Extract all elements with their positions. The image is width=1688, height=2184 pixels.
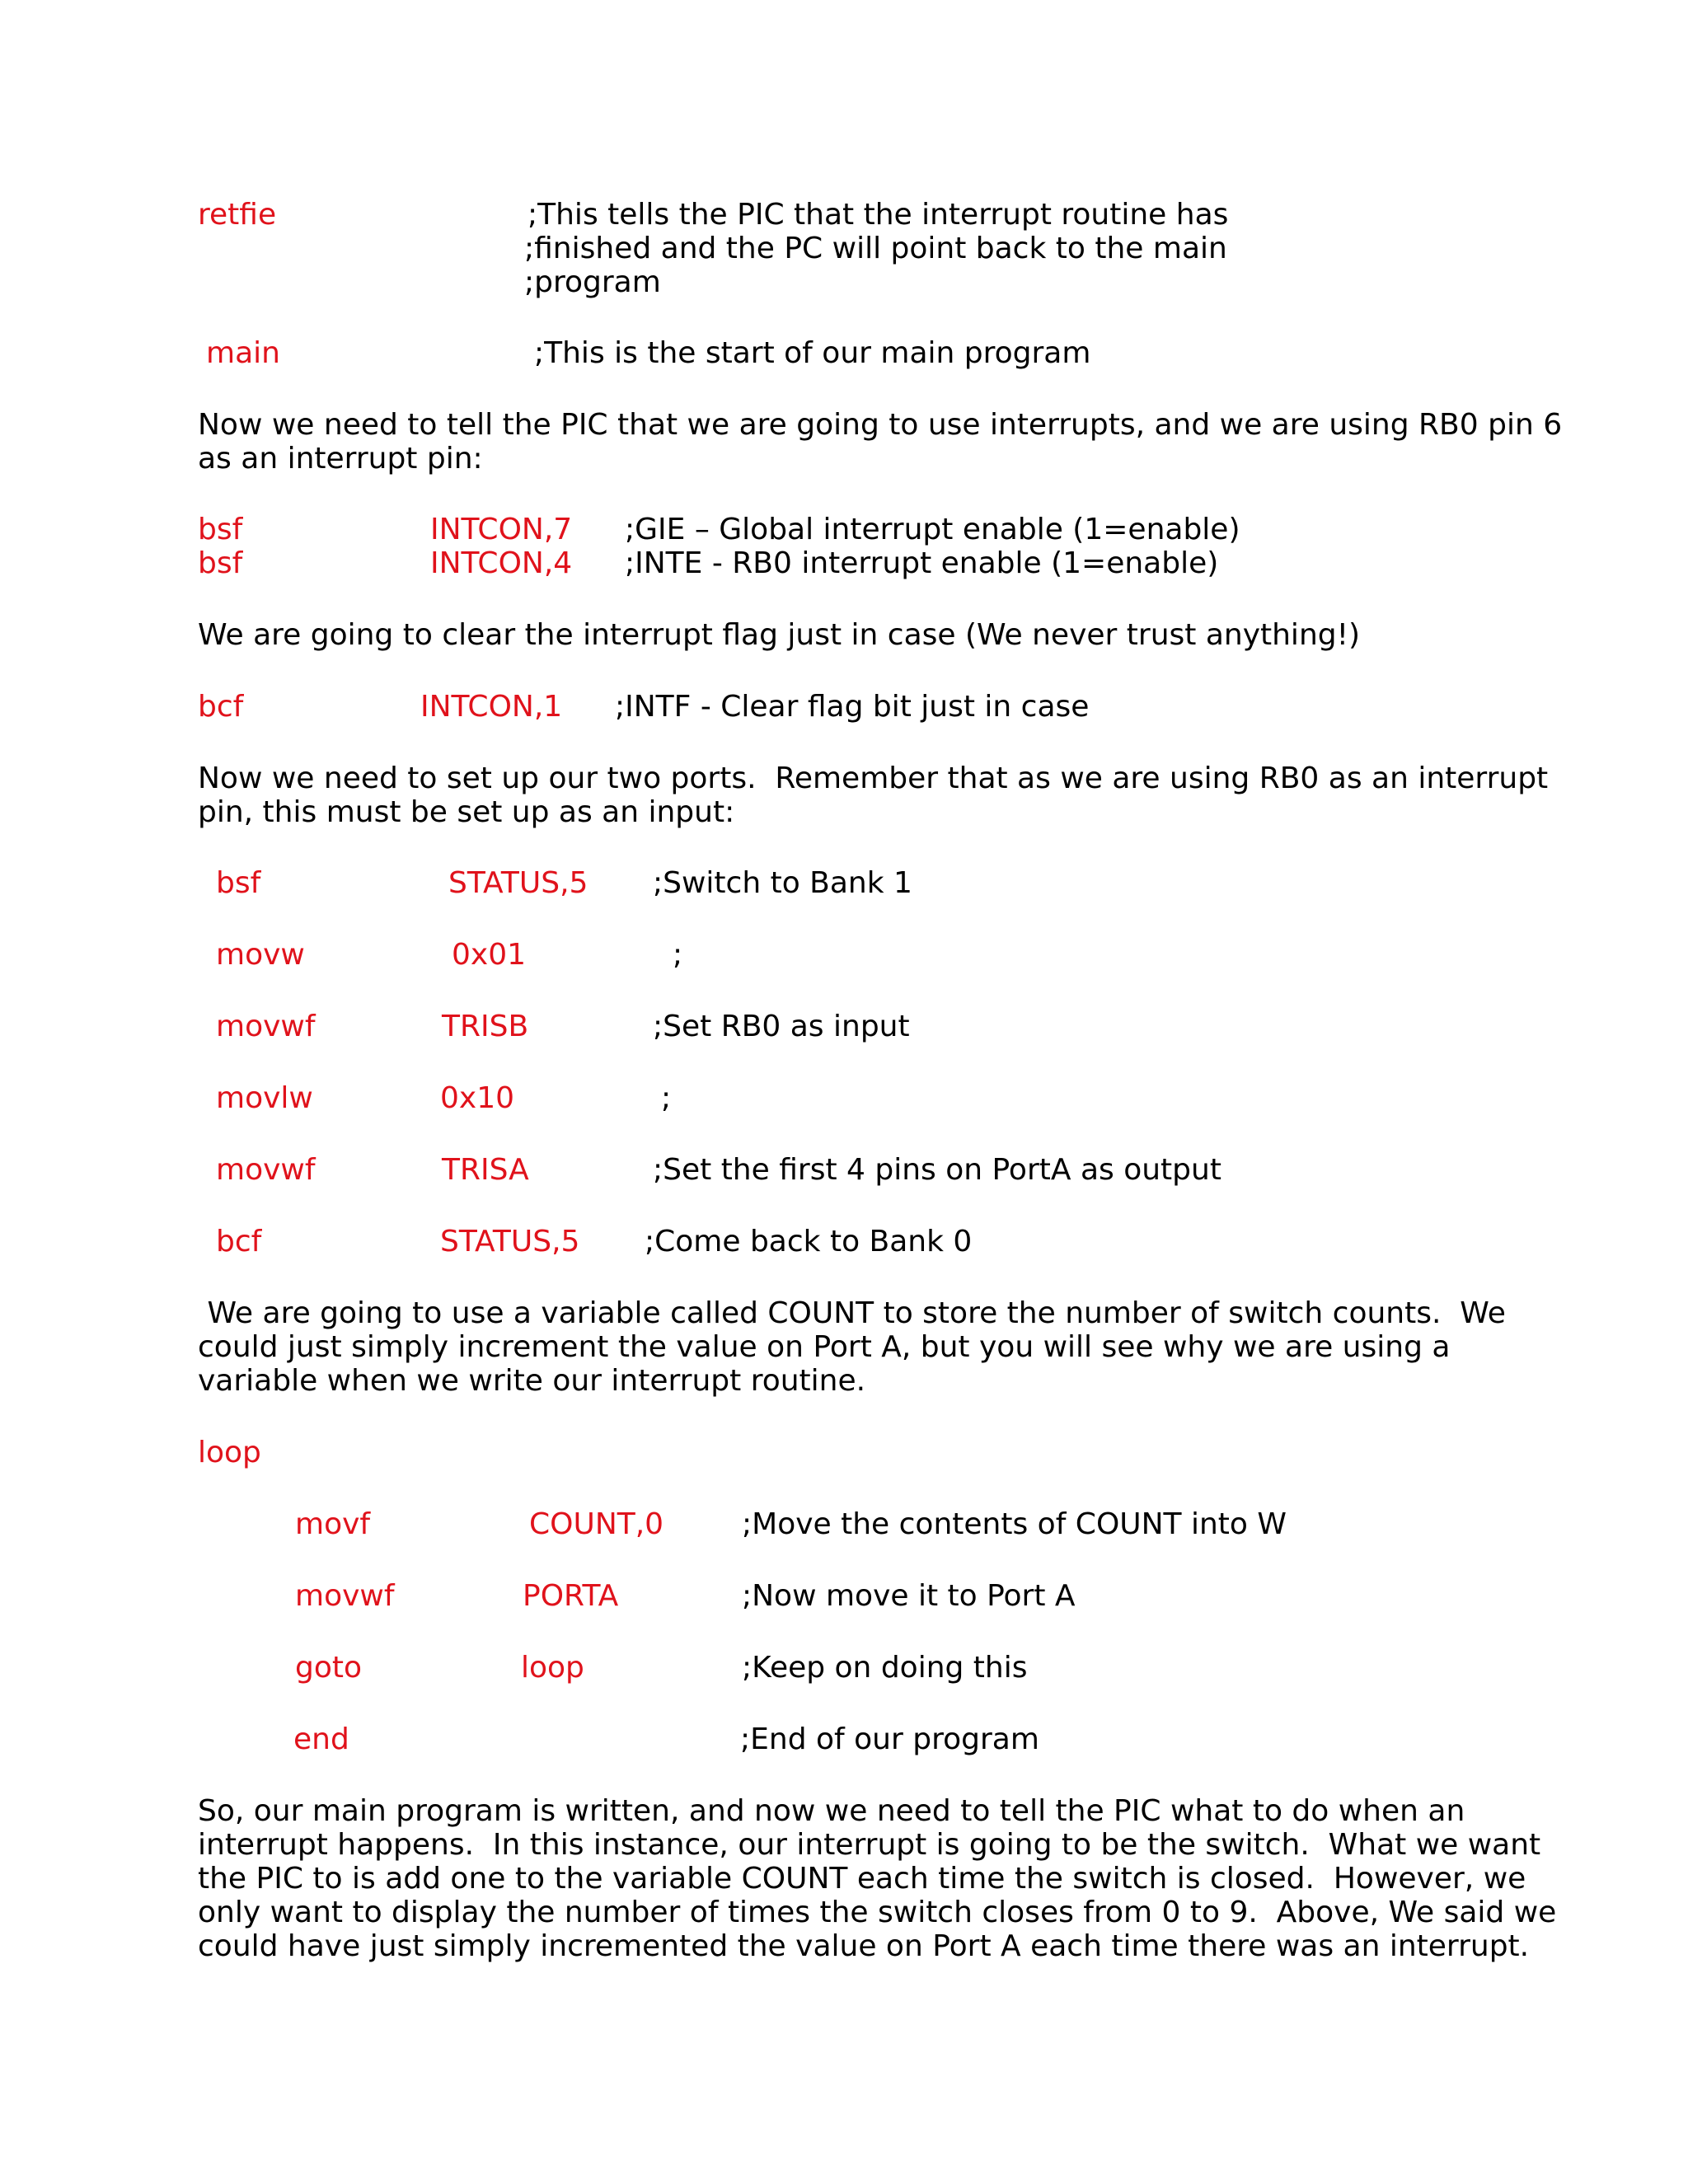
code-instr: movwf bbox=[216, 1153, 316, 1187]
code-operand: INTCON,4 bbox=[430, 546, 573, 580]
paragraph-interrupt-explanation: So, our main program is written, and now we need to tell the PIC what to do when an interrupt happens. In this instance, our interrupt is going to be the switch. What we want the PIC to is add one to the variable COUNT each time the switch is closed. However, we only want to display the number of times the switch closes from 0 to 9. Above, We said we could have just simply incremented the value on Port A each time there was an interrupt. bbox=[198, 1794, 1557, 1963]
code-comment: ; bbox=[673, 938, 683, 972]
code-operand: loop bbox=[521, 1651, 584, 1685]
code-instr: bcf bbox=[198, 690, 244, 724]
code-comment: ;INTE - RB0 interrupt enable (1=enable) bbox=[625, 546, 1219, 580]
code-comment: ;INTF - Clear flag bit just in case bbox=[615, 690, 1090, 724]
code-comment: ;GIE – Global interrupt enable (1=enable) bbox=[625, 513, 1240, 546]
code-operand: COUNT,0 bbox=[529, 1507, 664, 1541]
code-operand: INTCON,7 bbox=[430, 513, 573, 546]
code-operand: 0x10 bbox=[440, 1081, 515, 1115]
code-instr: movf bbox=[295, 1507, 371, 1541]
code-instr: bsf bbox=[198, 513, 243, 546]
code-comment: ;Set RB0 as input bbox=[653, 1010, 910, 1043]
code-instr: movwf bbox=[216, 1010, 316, 1043]
code-instr: bcf bbox=[216, 1225, 262, 1258]
code-instr: movw bbox=[216, 938, 305, 972]
paragraph-count-variable: We are going to use a variable called COUNT to store the number of switch counts. We could just simply increment the value on Port A, but you will see why we are using a variable when we write our interrupt routine. bbox=[198, 1296, 1506, 1398]
paragraph-ports-setup: Now we need to set up our two ports. Remember that as we are using RB0 as an interrupt pin, this must be set up as an input: bbox=[198, 762, 1549, 829]
code-instr: movlw bbox=[216, 1081, 313, 1115]
code-comment: ;Move the contents of COUNT into W bbox=[742, 1507, 1287, 1541]
code-operand: TRISB bbox=[442, 1010, 529, 1043]
code-instr: goto bbox=[295, 1651, 363, 1685]
code-comment: ;End of our program bbox=[740, 1722, 1039, 1756]
code-operand: STATUS,5 bbox=[448, 866, 588, 900]
code-operand: TRISA bbox=[442, 1153, 529, 1187]
code-comment: ;Come back to Bank 0 bbox=[645, 1225, 973, 1258]
code-instr: movwf bbox=[295, 1579, 395, 1613]
code-comment-retfie-3: ;program bbox=[524, 265, 661, 299]
code-operand: INTCON,1 bbox=[420, 690, 563, 724]
code-comment-main: ;This is the start of our main program bbox=[534, 336, 1091, 370]
code-instr: bsf bbox=[216, 866, 261, 900]
code-label-loop: loop bbox=[198, 1436, 261, 1469]
code-comment: ; bbox=[661, 1081, 672, 1115]
code-operand: STATUS,5 bbox=[440, 1225, 580, 1258]
code-instr-retfie: retfie bbox=[198, 198, 277, 232]
code-operand: PORTA bbox=[523, 1579, 619, 1613]
code-comment: ;Set the first 4 pins on PortA as output bbox=[653, 1153, 1221, 1187]
code-instr: bsf bbox=[198, 546, 243, 580]
code-label-main: main bbox=[206, 336, 280, 370]
paragraph-clear-flag: We are going to clear the interrupt flag just in case (We never trust anything!) bbox=[198, 618, 1361, 652]
code-comment: ;Keep on doing this bbox=[742, 1651, 1028, 1685]
code-comment: ;Now move it to Port A bbox=[742, 1579, 1076, 1613]
code-comment-retfie-1: ;This tells the PIC that the interrupt routine has bbox=[528, 198, 1229, 232]
paragraph-interrupts-intro: Now we need to tell the PIC that we are going to use interrupts, and we are using RB0 pin 6 as an interrupt pin: bbox=[198, 408, 1563, 476]
code-instr: end bbox=[293, 1722, 349, 1756]
code-operand: 0x01 bbox=[452, 938, 527, 972]
code-comment-retfie-2: ;finished and the PC will point back to the main bbox=[524, 232, 1227, 265]
code-comment: ;Switch to Bank 1 bbox=[653, 866, 912, 900]
